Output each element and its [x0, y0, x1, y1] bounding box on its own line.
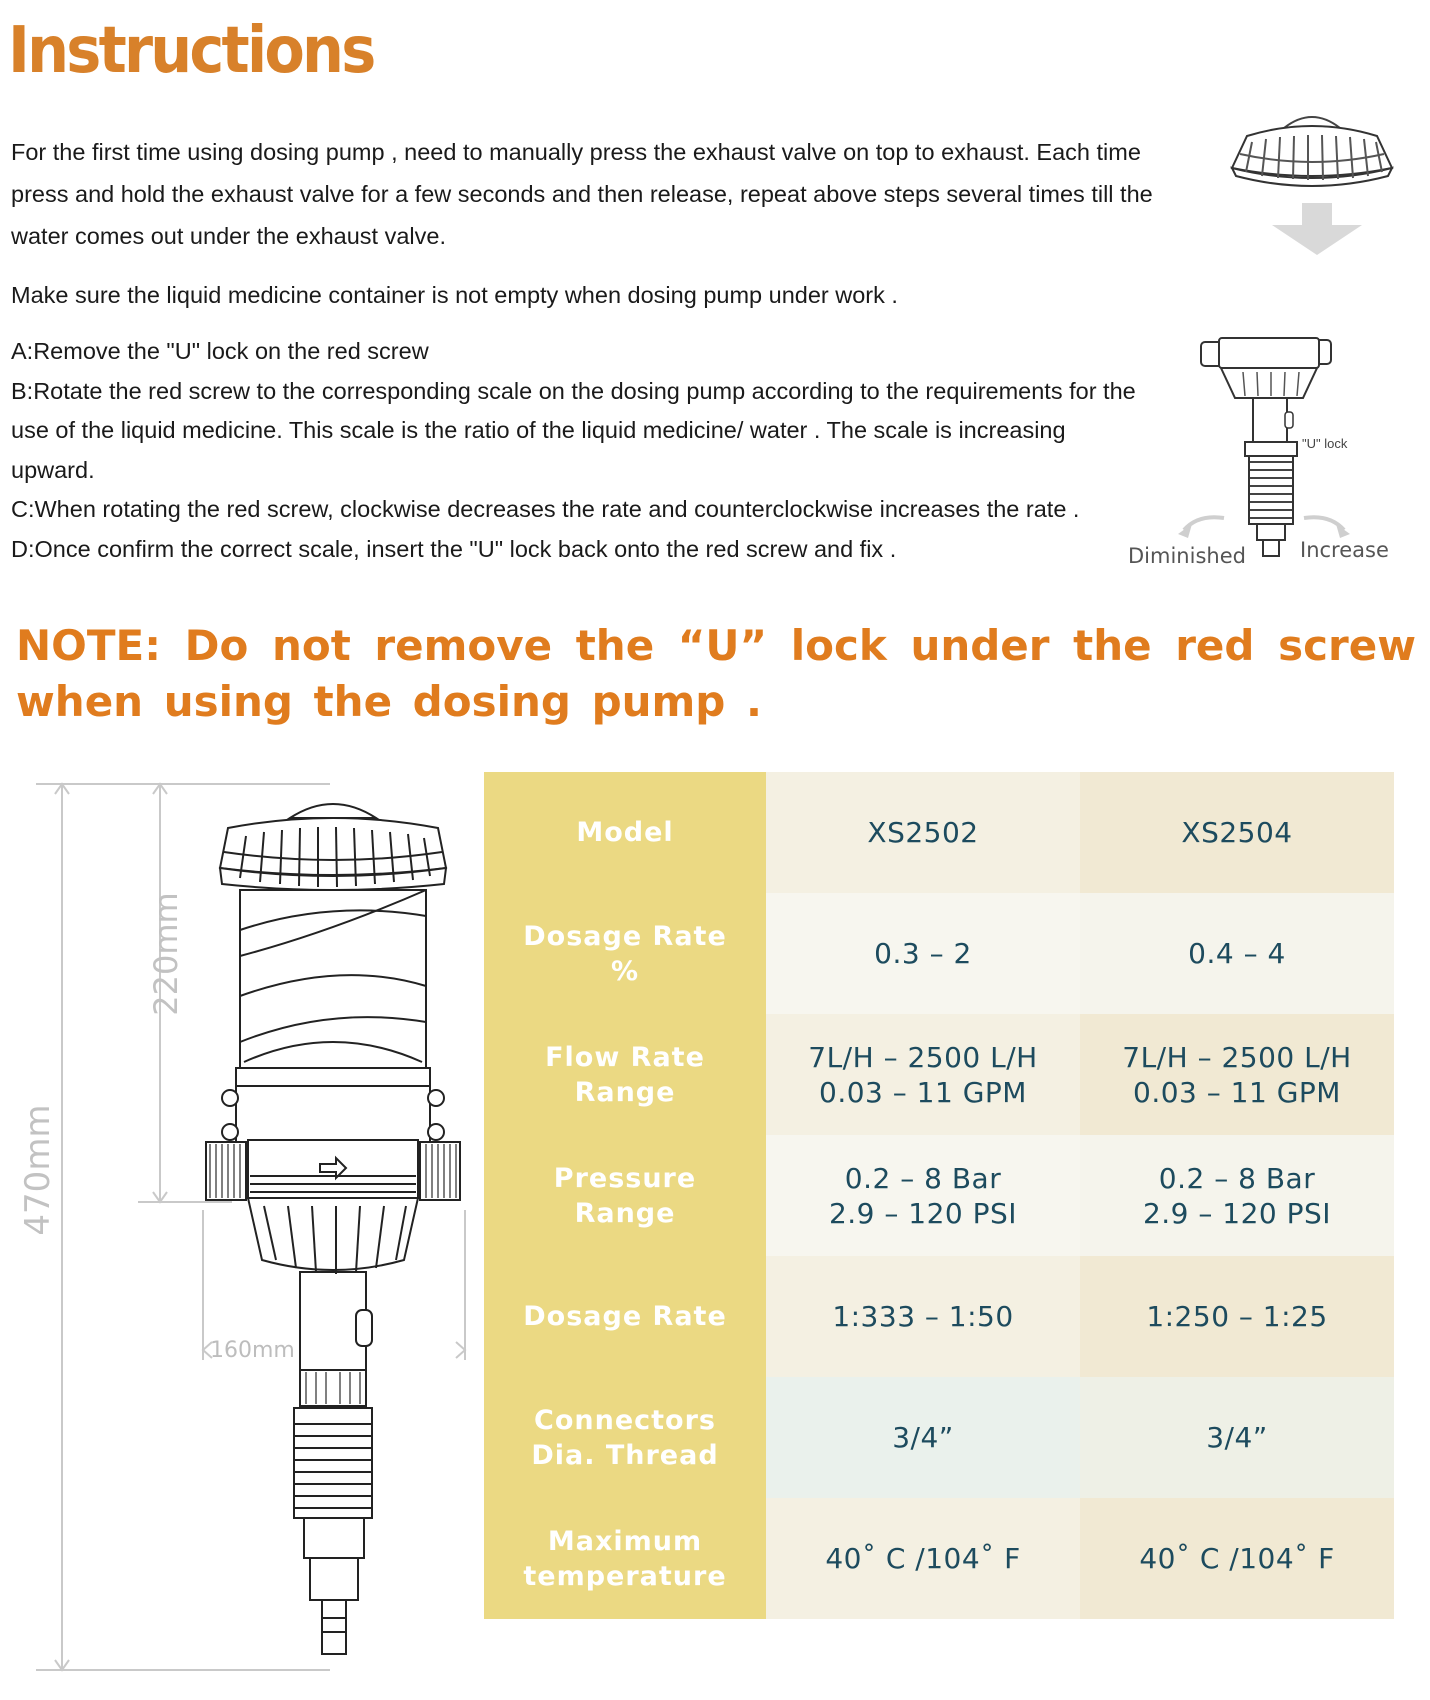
spec-table [484, 772, 1394, 1619]
spec-value-xs2502-line: XS2502 [867, 816, 979, 849]
spec-label-line: Dosage Rate [523, 1301, 727, 1332]
spec-value-xs2502 [766, 893, 1080, 1014]
spec-value-xs2502 [766, 1014, 1080, 1135]
spec-value-xs2502-line: 1:333 – 1:50 [832, 1300, 1014, 1333]
warning-note: NOTE: Do not remove the “U” lock under the red screw when using the dosing pump . [16, 621, 1416, 726]
spec-value-xs2502-line: 0.3 – 2 [874, 937, 972, 970]
spec-value-xs2504-line: 1:250 – 1:25 [1146, 1300, 1328, 1333]
spec-value-xs2504 [1080, 1014, 1394, 1135]
spec-label [484, 1135, 766, 1256]
u-lock-label: "U" lock [1302, 436, 1348, 451]
container-note: Make sure the liquid medicine container is not empty when dosing pump under work . [11, 282, 898, 308]
spec-value-xs2504 [1080, 772, 1394, 893]
step-d: D:Once confirm the correct scale, insert the "U" lock back onto the red screw and fix . [11, 535, 897, 562]
spec-label [484, 1377, 766, 1498]
spec-value-xs2504 [1080, 893, 1394, 1014]
spec-value-xs2504-line: 0.2 – 8 Bar [1158, 1161, 1316, 1195]
spec-value-xs2502 [766, 1135, 1080, 1256]
spec-value-xs2502-line: 0.2 – 8 Bar [844, 1161, 1002, 1195]
spec-value-xs2504-line: 7L/H – 2500 L/H [1122, 1040, 1352, 1074]
step-b: B:Rotate the red screw to the corresponding scale on the dosing pump according to the requirements for the use of the liquid medicine. This scale is the ratio of the liquid medicine/ water . The scale is increasing upward. [11, 377, 1136, 483]
spec-label-line: Maximum [547, 1525, 703, 1557]
spec-label-line: Dosage Rate [523, 920, 727, 952]
spec-value-xs2504-line: 40˚ C /104˚ F [1139, 1542, 1335, 1575]
spec-row [484, 1135, 1394, 1256]
spec-row [484, 1256, 1394, 1377]
spec-label-line: Flow Rate [545, 1041, 705, 1073]
spec-label-line: Dia. Thread [531, 1439, 719, 1471]
counterclockwise-arrow-icon [1300, 510, 1350, 540]
spec-label-line: Range [574, 1076, 676, 1108]
step-a: A:Remove the "U" lock on the red screw [11, 338, 429, 364]
steps-list [11, 332, 1151, 569]
spec-label-line: temperature [523, 1560, 727, 1592]
spec-label-line: Connectors [534, 1404, 716, 1436]
spec-row [484, 893, 1394, 1014]
spec-label [484, 1256, 766, 1377]
page-title: Instructions [8, 14, 374, 88]
spec-value-xs2502-line: 40˚ C /104˚ F [825, 1542, 1021, 1575]
spec-label [484, 1498, 766, 1619]
spec-label-line: Model [576, 817, 674, 848]
spec-value-xs2502 [766, 1377, 1080, 1498]
exhaust-valve-cap-illustration [1222, 106, 1402, 206]
spec-value-xs2502-line: 3/4” [892, 1421, 954, 1454]
spec-value-xs2502-line: 0.03 – 11 GPM [819, 1075, 1027, 1109]
pump-dimension-drawing [0, 760, 480, 1690]
spec-value-xs2502 [766, 1256, 1080, 1377]
intro-paragraph: For the first time using dosing pump , need to manually press the exhaust valve on top to exhaust. Each time press and hold the exhaust valve for a few seconds and then release, repeat above steps several times till the water comes out under the exhaust valve. [11, 139, 1153, 249]
spec-value-xs2504-line: XS2504 [1181, 816, 1293, 849]
spec-label-line: % [610, 955, 640, 987]
spec-label [484, 893, 766, 1014]
spec-value-xs2502-line: 2.9 – 120 PSI [828, 1196, 1018, 1230]
spec-row [484, 772, 1394, 893]
spec-value-xs2504-line: 0.4 – 4 [1188, 937, 1286, 970]
clockwise-arrow-icon [1178, 510, 1228, 540]
spec-value-xs2504-line: 3/4” [1206, 1421, 1268, 1454]
spec-value-xs2504 [1080, 1256, 1394, 1377]
spec-label [484, 772, 766, 893]
total-height-dimension: 470mm [18, 1104, 58, 1236]
down-arrow-icon [1272, 203, 1362, 258]
step-c: C:When rotating the red screw, clockwise decreases the rate and counterclockwise increases the rate . [11, 496, 1080, 522]
spec-value-xs2502 [766, 772, 1080, 893]
spec-value-xs2502-line: 7L/H – 2500 L/H [808, 1040, 1038, 1074]
spec-value-xs2502 [766, 1498, 1080, 1619]
diminished-label: Diminished [1128, 544, 1246, 568]
upper-height-dimension: 220mm [147, 892, 185, 1016]
spec-row [484, 1014, 1394, 1135]
spec-row [484, 1498, 1394, 1619]
increase-label: Increase [1300, 538, 1389, 562]
spec-value-xs2504 [1080, 1135, 1394, 1256]
spec-value-xs2504 [1080, 1377, 1394, 1498]
spec-value-xs2504-line: 0.03 – 11 GPM [1133, 1075, 1341, 1109]
spec-value-xs2504 [1080, 1498, 1394, 1619]
spec-row [484, 1377, 1394, 1498]
spec-label-line: Range [574, 1197, 676, 1229]
spec-label [484, 1014, 766, 1135]
spec-label-line: Pressure [553, 1162, 697, 1194]
spec-value-xs2504-line: 2.9 – 120 PSI [1142, 1196, 1332, 1230]
width-dimension: 160mm [210, 1338, 295, 1363]
